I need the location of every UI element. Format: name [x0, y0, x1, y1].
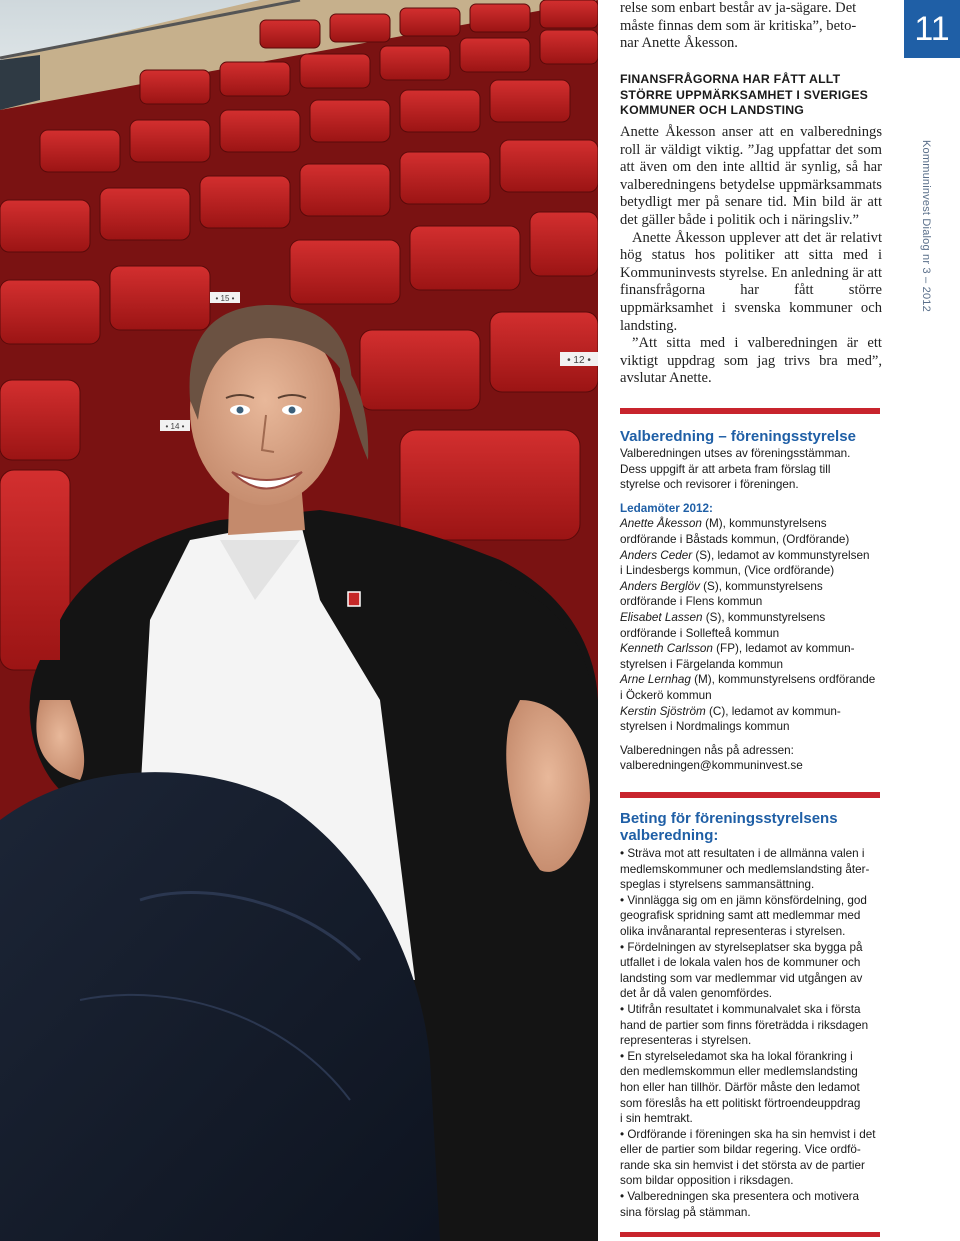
bullet-line: hon eller han tillhör. Därför måste den ledamot: [620, 1080, 860, 1094]
bullet-line: • Valberedningen ska presentera och motivera: [620, 1190, 860, 1204]
member-name: Anette Åkesson: [620, 517, 702, 531]
member-entry: [620, 579, 882, 610]
member-detail: styrelsen i Nordmalings kommun: [620, 720, 790, 734]
member-entry: [620, 610, 882, 641]
bullet-line: utfallet i de lokala valen hos de kommuner och: [620, 956, 861, 970]
article-paragraph: Anette Åkesson upplever att det är relativt hög status hos politiker att sitta med i Kommuninvests styrelse. En anledning är att finansfrågorna har fått större uppmärksamhet i svenska kommuner och landsting.: [620, 229, 882, 334]
bullet-line: som föreslås ha ett politiskt förtroendeuppdrag: [620, 1096, 861, 1110]
box-title-line: Beting för föreningsstyrelsens: [620, 810, 838, 827]
bullet-line: hand de partier som finns företrädda i riksdagen: [620, 1018, 869, 1032]
bullet-line: rande ska sin hemvist i det största av de partier: [620, 1158, 865, 1172]
member-name: Kenneth Carlsson: [620, 642, 713, 656]
address-line: Valberedningen nås på adressen:: [620, 743, 794, 757]
bullet-item: [620, 893, 882, 940]
bullet-item: [620, 940, 882, 1002]
member-detail: ordförande i Sollefteå kommun: [620, 626, 780, 640]
member-entry: [620, 641, 882, 672]
article-subheading: [620, 72, 882, 119]
box-intro-line: Dess uppgift är att arbeta fram förslag till: [620, 462, 831, 476]
bullet-line: eller de partier som bildar regering. Vice ordfö-: [620, 1143, 861, 1157]
bullet-item: [620, 1127, 882, 1189]
bullet-line: sina förslag på stämman.: [620, 1205, 751, 1219]
email-link[interactable]: valberedningen@kommuninvest.se: [620, 759, 803, 773]
box-divider: [620, 1232, 880, 1237]
valberedning-box: [620, 428, 882, 774]
seat-label: • 15 •: [215, 294, 235, 303]
bullet-line: olika invånarantal representeras i styrelsen.: [620, 924, 846, 938]
box-intro: [620, 446, 882, 493]
subheading-line: STÖRRE UPPMÄRKSAMHET I SVERIGES: [620, 87, 869, 102]
member-detail: (C), ledamot av kommun-: [705, 704, 841, 718]
member-name: Kerstin Sjöström: [620, 704, 706, 718]
box-divider: [620, 792, 880, 798]
bullet-line: • Ordförande i föreningen ska ha sin hemvist i det: [620, 1127, 876, 1141]
seat-label: • 12 •: [567, 355, 591, 366]
subheading-line: KOMMUNER OCH LANDSTING: [620, 103, 805, 118]
contact-address: [620, 743, 882, 774]
bullet-line: medlemskommuner och medlemslandsting åter-: [620, 862, 870, 876]
article-paragraph: Anette Åkesson anser att en valberednings roll är väldigt viktig. ”Jag uppfattar det som att även om den inte alltid är synlig, så har valberedningens betydelse uppmärksammats betydligt mer på senare tid. Min bild är att det gäller både i politik och i näringsliv.”: [620, 124, 882, 228]
bullet-line: den medlemskommun eller medlemslandsting: [620, 1065, 858, 1079]
page-number: 11: [904, 0, 960, 58]
seat-label: • 14 •: [165, 422, 185, 431]
member-detail: (S), ledamot av kommunstyrelsen: [692, 548, 870, 562]
member-detail: i Öckerö kommun: [620, 688, 712, 702]
members-list: [620, 501, 882, 735]
member-detail: styrelsen i Färgelanda kommun: [620, 657, 784, 671]
box-intro-line: styrelse och revisorer i föreningen.: [620, 478, 799, 492]
bullet-item: [620, 1049, 882, 1127]
intro-line: relse som enbart består av ja-sägare. Det: [620, 0, 857, 16]
bullet-line: som bildar opposition i riksdagen.: [620, 1174, 794, 1188]
bullet-list: [620, 846, 882, 1220]
bullet-line: • En styrelseledamot ska ha lokal förankring i: [620, 1049, 853, 1063]
members-heading: Ledamöter 2012:: [620, 501, 713, 515]
subheading-line: FINANSFRÅGORNA HAR FÅTT ALLT: [620, 72, 841, 86]
member-detail: i Lindesbergs kommun, (Vice ordförande): [620, 564, 835, 578]
member-entry: [620, 704, 882, 735]
bullet-line: speglas i styrelsens sammansättning.: [620, 878, 815, 892]
bullet-item: [620, 1189, 882, 1220]
bullet-item: [620, 1002, 882, 1049]
intro-line: måste finnas dem som är kritiska”, beto-: [620, 17, 857, 34]
member-entry: [620, 516, 882, 547]
member-detail: ordförande i Båstads kommun, (Ordförande): [620, 532, 850, 546]
bullet-line: • Vinnlägga sig om en jämn könsfördelning, god: [620, 893, 867, 907]
bullet-line: • Sträva mot att resultaten i de allmänna valen i: [620, 847, 865, 860]
article-intro: [620, 0, 882, 53]
bullet-line: det år då valen genomfördes.: [620, 987, 773, 1001]
bullet-line: i sin hemtrakt.: [620, 1112, 693, 1126]
box-title: Valberedning – föreningsstyrelse: [620, 428, 856, 445]
bullet-item: [620, 846, 882, 893]
member-name: Arne Lernhag: [620, 673, 691, 687]
article-body: [620, 124, 882, 388]
member-entry: [620, 672, 882, 703]
member-entry: [620, 548, 882, 579]
article-paragraph: ”Att sitta med i valberedningen är ett viktigt uppdrag som jag trivs bra med”, avslutar Anette.: [620, 335, 882, 387]
box-title-line: valberedning:: [620, 827, 719, 844]
running-header: Kommuninvest Dialog nr 3 – 2012: [920, 140, 932, 312]
member-name: Elisabet Lassen: [620, 610, 703, 624]
bullet-line: geografisk spridning samt att medlemmar med: [620, 909, 861, 923]
member-detail: (FP), ledamot av kommun-: [712, 642, 855, 656]
member-detail: (S), kommunstyrelsens: [699, 579, 823, 593]
box-title: [620, 810, 882, 844]
member-name: Anders Ceder: [620, 548, 693, 562]
bullet-line: • Fördelningen av styrelseplatser ska bygga på: [620, 940, 863, 954]
box-intro-line: Valberedningen utses av föreningsstämman.: [620, 447, 851, 460]
member-detail: (S), kommunstyrelsens: [702, 610, 826, 624]
box-divider: [620, 408, 880, 414]
member-detail: (M), kommunstyrelsens: [701, 517, 827, 531]
bullet-line: • Utifrån resultatet i kommunalvalet ska i första: [620, 1002, 861, 1016]
member-name: Anders Berglöv: [620, 579, 700, 593]
intro-line: nar Anette Åkesson.: [620, 35, 738, 52]
member-detail: ordförande i Flens kommun: [620, 595, 763, 609]
bullet-line: landsting som var medlemmar vid utgången av: [620, 971, 863, 985]
beting-box: [620, 810, 882, 1220]
member-detail: (M), kommunstyrelsens ordförande: [690, 673, 876, 687]
bullet-line: representeras i styrelsen.: [620, 1034, 752, 1048]
